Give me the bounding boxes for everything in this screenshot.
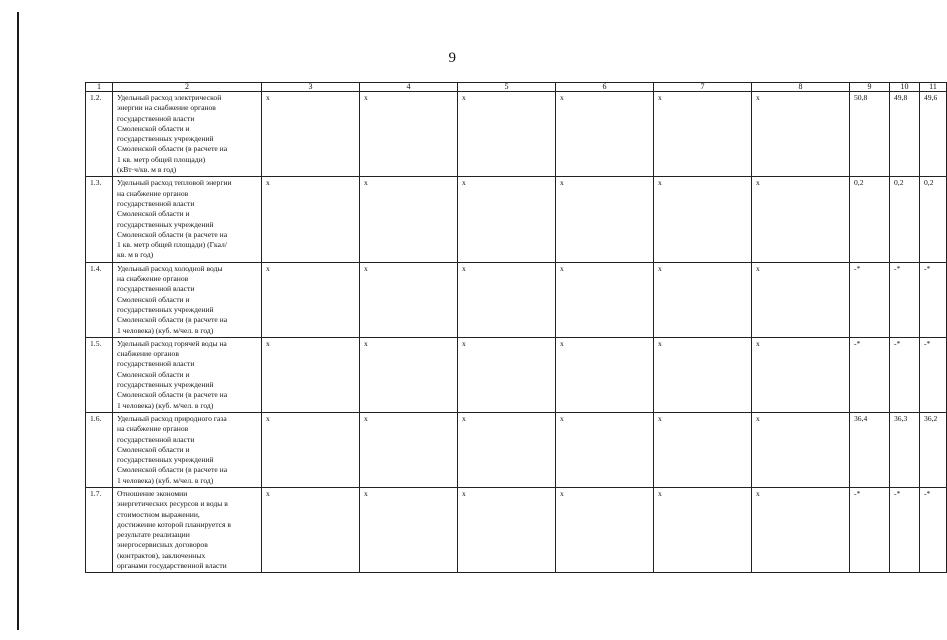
value-cell: х	[262, 487, 360, 572]
value-cell: х	[360, 412, 458, 487]
value-cell: х	[752, 337, 850, 412]
value-cell: х	[262, 337, 360, 412]
value-cell: х	[752, 177, 850, 262]
value-cell: 49,8	[890, 92, 920, 177]
value-cell: х	[654, 487, 752, 572]
row-number: 1.2.	[86, 92, 113, 177]
value-cell: х	[458, 92, 556, 177]
value-cell: 0,2	[850, 177, 890, 262]
table-row	[86, 177, 947, 262]
indicator-description: Удельный расход природного газа на снабжение органов государственной власти Смоленской области и государственных учреждений Смоленской области (в расчете на 1 человека) (куб. м/чел. в год)	[113, 412, 262, 487]
row-number: 1.3.	[86, 177, 113, 262]
header-cell: 10	[890, 83, 920, 92]
value-cell: х	[458, 337, 556, 412]
header-cell: 6	[556, 83, 654, 92]
value-cell: -*	[890, 337, 920, 412]
header-cell: 1	[86, 83, 113, 92]
value-cell: х	[262, 177, 360, 262]
value-cell: х	[262, 92, 360, 177]
header-cell: 8	[752, 83, 850, 92]
value-cell: х	[556, 92, 654, 177]
value-cell: 50,8	[850, 92, 890, 177]
value-cell: х	[556, 412, 654, 487]
value-cell: х	[654, 177, 752, 262]
value-cell: х	[556, 487, 654, 572]
value-cell: -*	[890, 487, 920, 572]
row-number: 1.7.	[86, 487, 113, 572]
value-cell: х	[556, 262, 654, 337]
value-cell: х	[458, 262, 556, 337]
indicators-table	[85, 82, 947, 573]
value-cell: х	[458, 487, 556, 572]
page-number: 9	[448, 50, 457, 66]
value-cell: 36,3	[890, 412, 920, 487]
table-row	[86, 337, 947, 412]
value-cell: -*	[850, 487, 890, 572]
value-cell: 0,2	[920, 177, 947, 262]
value-cell: 0,2	[890, 177, 920, 262]
value-cell: х	[360, 337, 458, 412]
indicator-description: Удельный расход горячей воды на снабжение органов государственной власти Смоленской области и государственных учреждений Смоленской области (в расчете на 1 человека) (куб. м/чел. в год)	[113, 337, 262, 412]
value-cell: х	[556, 337, 654, 412]
header-cell: 4	[360, 83, 458, 92]
value-cell: -*	[850, 262, 890, 337]
value-cell: х	[360, 92, 458, 177]
value-cell: х	[654, 92, 752, 177]
value-cell: 36,2	[920, 412, 947, 487]
value-cell: х	[752, 262, 850, 337]
value-cell: -*	[920, 487, 947, 572]
indicator-description: Удельный расход холодной воды на снабжение органов государственной власти Смоленской области и государственных учреждений Смоленской области (в расчете на 1 человека) (куб. м/чел. в год)	[113, 262, 262, 337]
value-cell: х	[262, 262, 360, 337]
value-cell: 49,6	[920, 92, 947, 177]
table-row	[86, 412, 947, 487]
value-cell: х	[752, 487, 850, 572]
value-cell: х	[458, 177, 556, 262]
indicator-description: Удельный расход электрической энергии на снабжение органов государственной власти Смоленской области и государственных учреждений Смоленской области (в расчете на 1 кв. метр общей площади) (кВт·ч/кв. м в год)	[113, 92, 262, 177]
value-cell: х	[262, 412, 360, 487]
table-row	[86, 487, 947, 572]
header-cell: 7	[654, 83, 752, 92]
value-cell: х	[360, 487, 458, 572]
value-cell: х	[654, 262, 752, 337]
header-cell: 9	[850, 83, 890, 92]
header-cell: 11	[920, 83, 947, 92]
value-cell: х	[556, 177, 654, 262]
header-row	[86, 83, 947, 92]
table-row	[86, 92, 947, 177]
value-cell: -*	[850, 337, 890, 412]
indicator-description: Удельный расход тепловой энергии на снабжение органов государственной власти Смоленской области и государственных учреждений Смоленской области (в расчете на 1 кв. метр общей площади) (Гкал/ кв. м в год)	[113, 177, 262, 262]
margin-rule	[17, 12, 19, 630]
header-cell: 2	[113, 83, 262, 92]
value-cell: -*	[890, 262, 920, 337]
table-row	[86, 262, 947, 337]
header-cell: 3	[262, 83, 360, 92]
value-cell: х	[360, 262, 458, 337]
value-cell: 36,4	[850, 412, 890, 487]
value-cell: х	[654, 337, 752, 412]
row-number: 1.5.	[86, 337, 113, 412]
value-cell: -*	[920, 262, 947, 337]
value-cell: х	[360, 177, 458, 262]
header-cell: 5	[458, 83, 556, 92]
value-cell: х	[458, 412, 556, 487]
value-cell: х	[752, 92, 850, 177]
row-number: 1.4.	[86, 262, 113, 337]
value-cell: -*	[920, 337, 947, 412]
value-cell: х	[752, 412, 850, 487]
value-cell: х	[654, 412, 752, 487]
indicator-description: Отношение экономии энергетических ресурсов и воды в стоимостном выражении, достижение которой планируется в результате реализации энергосервисных договоров (контрактов), заключенных органами государственной власти	[113, 487, 262, 572]
row-number: 1.6.	[86, 412, 113, 487]
